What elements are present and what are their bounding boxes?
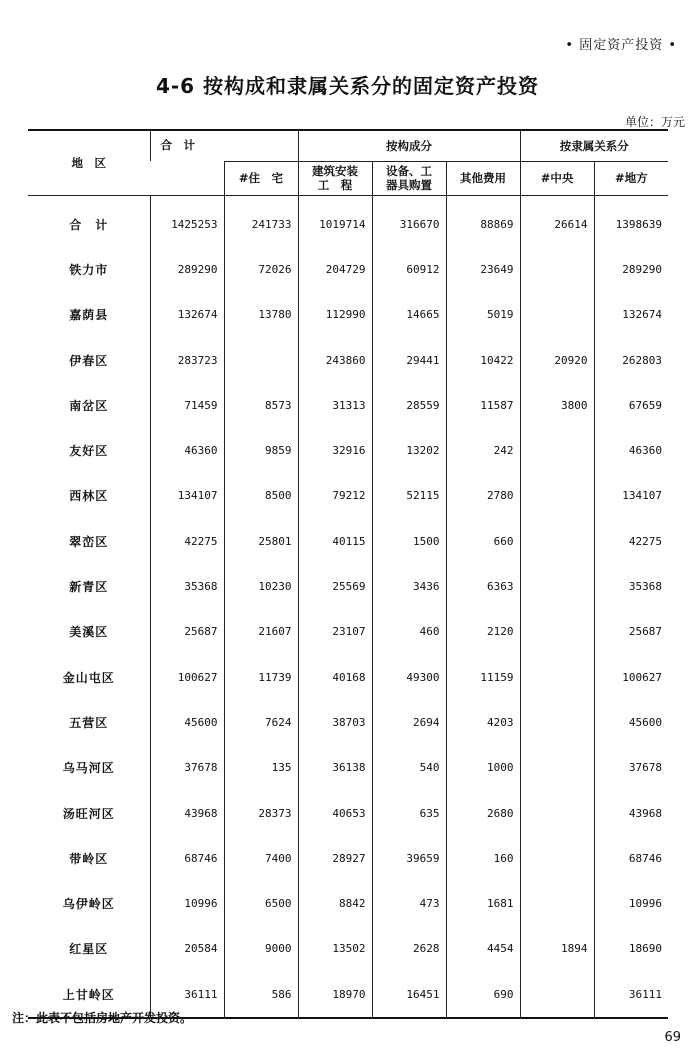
cell-total: 68746 — [150, 836, 224, 881]
cell-housing: 21607 — [224, 609, 298, 654]
cell-local: 132674 — [594, 292, 668, 337]
cell-region: 金山屯区 — [62, 670, 115, 685]
cell-equipment: 473 — [372, 881, 446, 926]
cell-construction: 18970 — [298, 972, 372, 1018]
cell-central — [520, 247, 594, 292]
table-row — [28, 247, 668, 292]
cell-housing: 11739 — [224, 654, 298, 699]
cell-central — [520, 428, 594, 473]
cell-housing: 7400 — [224, 836, 298, 881]
table-row — [28, 337, 668, 382]
header-by-affiliation: 按隶属关系分 — [520, 130, 668, 161]
cell-housing: 10230 — [224, 564, 298, 609]
header-other: 其他费用 — [446, 161, 520, 195]
footnote: 注：此表不包括房地产开发投资。 — [12, 1011, 193, 1025]
cell-local: 18690 — [594, 926, 668, 971]
cell-central — [520, 972, 594, 1018]
cell-local: 25687 — [594, 609, 668, 654]
cell-total: 20584 — [150, 926, 224, 971]
cell-central — [520, 654, 594, 699]
cell-local: 35368 — [594, 564, 668, 609]
header-central: #中央 — [520, 161, 594, 195]
cell-central — [520, 473, 594, 518]
cell-equipment: 29441 — [372, 337, 446, 382]
cell-local: 46360 — [594, 428, 668, 473]
cell-housing: 9859 — [224, 428, 298, 473]
cell-total: 37678 — [150, 745, 224, 790]
cell-construction: 204729 — [298, 247, 372, 292]
cell-equipment: 49300 — [372, 654, 446, 699]
cell-housing: 241733 — [224, 195, 298, 247]
header-housing: #住 宅 — [224, 161, 298, 195]
cell-local: 10996 — [594, 881, 668, 926]
cell-region: 乌伊岭区 — [62, 897, 115, 912]
unit-label: 单位：万元 — [624, 115, 685, 129]
cell-total: 46360 — [150, 428, 224, 473]
cell-equipment: 28559 — [372, 383, 446, 428]
cell-equipment: 39659 — [372, 836, 446, 881]
cell-total: 25687 — [150, 609, 224, 654]
cell-other: 1000 — [446, 745, 520, 790]
cell-region: 乌马河区 — [62, 761, 115, 776]
cell-local: 43968 — [594, 790, 668, 835]
cell-equipment: 16451 — [372, 972, 446, 1018]
cell-equipment: 60912 — [372, 247, 446, 292]
table-row — [28, 654, 668, 699]
cell-construction: 13502 — [298, 926, 372, 971]
cell-other: 160 — [446, 836, 520, 881]
cell-housing: 8573 — [224, 383, 298, 428]
cell-local: 37678 — [594, 745, 668, 790]
cell-central — [520, 881, 594, 926]
cell-housing: 135 — [224, 745, 298, 790]
cell-central: 3800 — [520, 383, 594, 428]
cell-housing: 586 — [224, 972, 298, 1018]
cell-region: 西林区 — [69, 489, 109, 504]
cell-other: 2780 — [446, 473, 520, 518]
cell-equipment: 540 — [372, 745, 446, 790]
table-body — [28, 195, 668, 1018]
cell-construction: 8842 — [298, 881, 372, 926]
cell-other: 660 — [446, 519, 520, 564]
cell-construction: 112990 — [298, 292, 372, 337]
table-row — [28, 926, 668, 971]
table-row — [28, 428, 668, 473]
cell-other: 2680 — [446, 790, 520, 835]
cell-total: 283723 — [150, 337, 224, 382]
cell-region: 上甘岭区 — [28, 972, 150, 1018]
cell-equipment: 635 — [372, 790, 446, 835]
cell-other: 4454 — [446, 926, 520, 971]
cell-region: 嘉荫县 — [69, 308, 109, 323]
cell-equipment: 2694 — [372, 700, 446, 745]
cell-housing — [224, 337, 298, 382]
cell-local: 100627 — [594, 654, 668, 699]
cell-other: 5019 — [446, 292, 520, 337]
cell-region: 伊春区 — [69, 353, 109, 368]
cell-construction: 25569 — [298, 564, 372, 609]
running-header: • 固定资产投资 • — [565, 38, 677, 53]
cell-central: 20920 — [520, 337, 594, 382]
cell-local: 262803 — [594, 337, 668, 382]
cell-total: 132674 — [150, 292, 224, 337]
cell-total: 35368 — [150, 564, 224, 609]
cell-equipment: 460 — [372, 609, 446, 654]
cell-housing: 25801 — [224, 519, 298, 564]
cell-total: 36111 — [150, 972, 224, 1018]
cell-central — [520, 609, 594, 654]
cell-total: 1425253 — [150, 195, 224, 247]
cell-total: 134107 — [150, 473, 224, 518]
cell-other: 690 — [446, 972, 520, 1018]
cell-region: 铁力市 — [69, 262, 109, 277]
cell-region: 红星区 — [69, 942, 109, 957]
cell-region: 翠峦区 — [69, 534, 109, 549]
cell-total: 289290 — [150, 247, 224, 292]
cell-central — [520, 745, 594, 790]
cell-construction: 38703 — [298, 700, 372, 745]
cell-central — [520, 790, 594, 835]
table-row — [28, 473, 668, 518]
cell-central — [520, 292, 594, 337]
header-region: 地 区 — [28, 130, 150, 195]
cell-local: 67659 — [594, 383, 668, 428]
cell-equipment: 2628 — [372, 926, 446, 971]
table-row — [28, 745, 668, 790]
cell-total: 100627 — [150, 654, 224, 699]
table-row — [28, 292, 668, 337]
cell-total: 43968 — [150, 790, 224, 835]
header-by-composition: 按构成分 — [298, 130, 520, 161]
table-row — [28, 881, 668, 926]
header-local: #地方 — [594, 161, 668, 195]
cell-region: 合 计 — [69, 217, 109, 232]
page-title: 4-6 按构成和隶属关系分的固定资产投资 — [155, 74, 540, 98]
cell-local: 42275 — [594, 519, 668, 564]
cell-construction: 31313 — [298, 383, 372, 428]
cell-central — [520, 700, 594, 745]
cell-construction: 40168 — [298, 654, 372, 699]
cell-other: 242 — [446, 428, 520, 473]
cell-region: 南岔区 — [69, 398, 109, 413]
cell-construction: 28927 — [298, 836, 372, 881]
cell-equipment: 52115 — [372, 473, 446, 518]
header-construction: 建筑安装工 程 — [298, 161, 372, 195]
cell-local: 134107 — [594, 473, 668, 518]
cell-other: 11159 — [446, 654, 520, 699]
cell-equipment: 1500 — [372, 519, 446, 564]
cell-central — [520, 519, 594, 564]
cell-other: 2120 — [446, 609, 520, 654]
cell-other: 4203 — [446, 700, 520, 745]
cell-region: 汤旺河区 — [62, 806, 115, 821]
cell-construction: 36138 — [298, 745, 372, 790]
table-row — [28, 609, 668, 654]
cell-local: 289290 — [594, 247, 668, 292]
cell-equipment: 14665 — [372, 292, 446, 337]
cell-other: 1681 — [446, 881, 520, 926]
cell-total: 10996 — [150, 881, 224, 926]
cell-other: 88869 — [446, 195, 520, 247]
header-housing-blank — [224, 130, 298, 161]
cell-other: 6363 — [446, 564, 520, 609]
cell-local: 45600 — [594, 700, 668, 745]
cell-other: 11587 — [446, 383, 520, 428]
table-row — [28, 195, 668, 247]
table-row — [28, 836, 668, 881]
cell-central: 26614 — [520, 195, 594, 247]
cell-housing: 28373 — [224, 790, 298, 835]
cell-total: 71459 — [150, 383, 224, 428]
header-total-blank — [150, 161, 224, 195]
page-number: 69 — [664, 1030, 681, 1045]
cell-construction: 1019714 — [298, 195, 372, 247]
table-row — [28, 790, 668, 835]
cell-central — [520, 836, 594, 881]
header-total: 合 计 — [150, 130, 224, 161]
investment-table — [28, 129, 668, 1019]
table-row — [28, 564, 668, 609]
cell-other: 10422 — [446, 337, 520, 382]
cell-equipment: 13202 — [372, 428, 446, 473]
cell-central — [520, 564, 594, 609]
cell-total: 42275 — [150, 519, 224, 564]
cell-housing: 72026 — [224, 247, 298, 292]
cell-construction: 243860 — [298, 337, 372, 382]
cell-region: 五营区 — [69, 715, 109, 730]
cell-construction: 40115 — [298, 519, 372, 564]
cell-construction: 32916 — [298, 428, 372, 473]
cell-region: 带岭区 — [69, 851, 109, 866]
cell-housing: 9000 — [224, 926, 298, 971]
cell-housing: 6500 — [224, 881, 298, 926]
cell-equipment: 3436 — [372, 564, 446, 609]
cell-construction: 79212 — [298, 473, 372, 518]
table-row — [28, 700, 668, 745]
cell-local: 36111 — [594, 972, 668, 1018]
cell-equipment: 316670 — [372, 195, 446, 247]
cell-local: 68746 — [594, 836, 668, 881]
cell-region: 美溪区 — [69, 625, 109, 640]
cell-housing: 13780 — [224, 292, 298, 337]
cell-local: 1398639 — [594, 195, 668, 247]
cell-central: 1894 — [520, 926, 594, 971]
cell-construction: 40653 — [298, 790, 372, 835]
cell-construction: 23107 — [298, 609, 372, 654]
cell-housing: 7624 — [224, 700, 298, 745]
table-row — [28, 519, 668, 564]
header-equipment: 设备、工器具购置 — [372, 161, 446, 195]
cell-other: 23649 — [446, 247, 520, 292]
table-row — [28, 383, 668, 428]
cell-total: 45600 — [150, 700, 224, 745]
cell-region: 友好区 — [69, 444, 109, 459]
cell-housing: 8500 — [224, 473, 298, 518]
cell-region: 新青区 — [69, 580, 109, 595]
